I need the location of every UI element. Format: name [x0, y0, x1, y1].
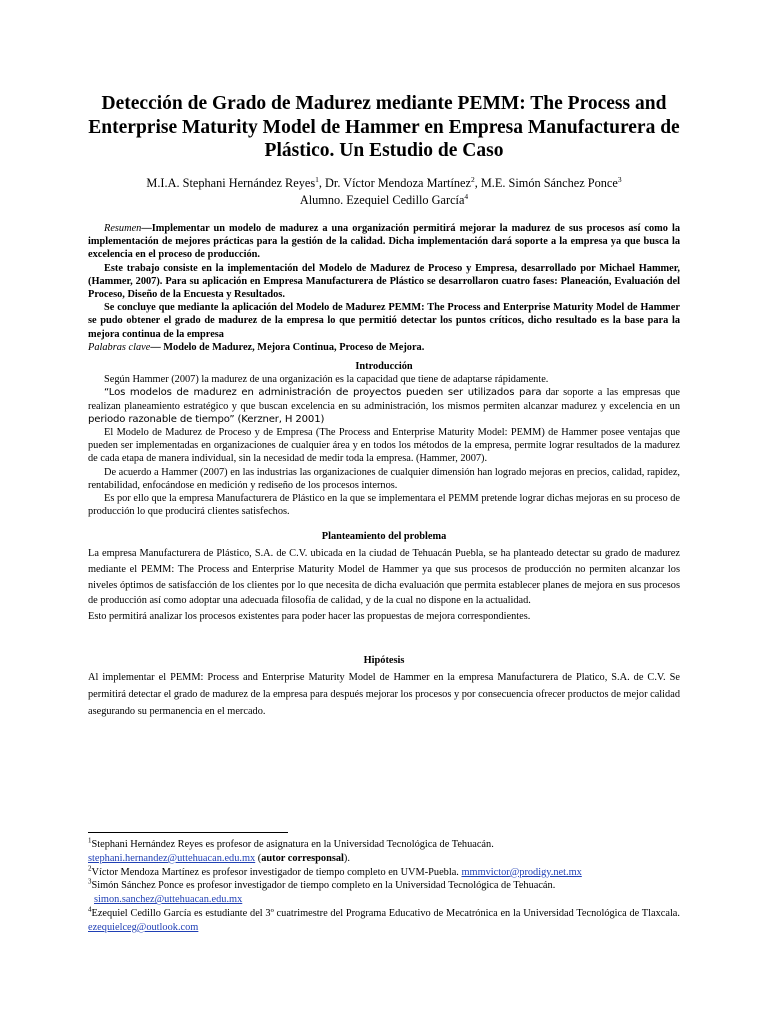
- footnote-2-email-link[interactable]: mmmvictor@prodigy.net.mx: [461, 866, 582, 878]
- keywords: [88, 341, 680, 354]
- intro-paragraph-3: El Modelo de Madurez de Proceso y de Empresa (The Process and Enterprise Maturity Model: PEMM) de Hammer posee ventajas que pueden ser implementadas en organizaciones de cualquier área y en todos los métodos de la empresa, permite lograr resultados de la madurez de cada etapa de manera individual, sin la necesidad de medir toda la empresa. (Hammer, 2007).: [88, 427, 680, 465]
- intro-paragraph-4: De acuerdo a Hammer (2007) en las industrias las organizaciones de cualquier dimensión han logrado mejoras en precios, calidad, rapidez, rentabilidad, enfocándose en medición y rediseño de los procesos internos.: [88, 466, 680, 491]
- introduction-section: [88, 360, 680, 518]
- keywords-label: Palabras clave: [88, 341, 151, 353]
- footnote-1-number: 1: [88, 836, 92, 845]
- problem-section: [88, 546, 680, 625]
- footnote-3-email-link[interactable]: simon.sanchez@uttehuacan.edu.mx: [94, 894, 243, 906]
- intro-quote-end: periodo razonable de tiempo” (Kerzner, H 2001): [88, 413, 325, 425]
- footnote-3-number: 3: [88, 877, 92, 886]
- paper-title: Detección de Grado de Madurez mediante PEMM: The Process and Enterprise Maturity Model de Hammer en Empresa Manufacturera de Plástico. Un Estudio de Caso: [88, 93, 680, 161]
- keywords-text: — Modelo de Madurez, Mejora Continua, Proceso de Mejora.: [150, 341, 425, 353]
- abstract-paragraph-3: Se concluye que mediante la aplicación del Modelo de Madurez PEMM: The Process and Enterprise Maturity Model de Hammer se pudo obtener el grado de madurez de la empresa lo que permitió detectar los puntos críticos, dicho resultado es la base para la mejora continua de la empresa: [88, 302, 680, 340]
- footnotes: [88, 838, 680, 935]
- hypothesis-section: [88, 669, 680, 720]
- author-2: , Dr. Víctor Mendoza Martínez: [318, 176, 471, 190]
- author-1-mark: 1: [315, 174, 319, 184]
- hypothesis-paragraph: Al implementar el PEMM: Process and Enterprise Maturity Model de Hammer en la empresa Manufacturera de Platico, S.A. de C.V. Se permitirá detectar el grado de madurez de la empresa para después mejorar los procesos y por consecuencia ofrecer productos de mejor calidad asegurando su permanencia en el mercado.: [88, 672, 680, 717]
- footnote-1-text: Stephani Hernández Reyes es profesor de asignatura en la Universidad Tecnológica de Tehuacán.: [91, 839, 494, 850]
- author-1: M.I.A. Stephani Hernández Reyes: [146, 176, 316, 190]
- abstract-text: —Implementar un modelo de madurez a una organización permitirá mejorar la madurez de sus procesos así como la implementación de mejores prácticas para la gestión de la calidad. Dicha implementación dará soporte a la empresa ya que busca la excelencia en el proceso de producción.: [88, 223, 680, 261]
- footnote-1-paren-open: (: [255, 852, 262, 864]
- footnote-4-email-link[interactable]: ezequielceg@outlook.com: [88, 921, 199, 933]
- footnote-4-number: 4: [88, 905, 92, 914]
- footnote-2: [88, 866, 680, 880]
- footnote-3: [88, 879, 680, 893]
- introduction-heading: Introducción: [355, 361, 413, 372]
- footnote-3-text: Simón Sánchez Ponce es profesor investigador de tiempo completo en la Universidad Tecnológica de Tehuacán.: [91, 880, 556, 892]
- intro-paragraph-1: Según Hammer (2007) la madurez de una organización es la capacidad que tiene de adaptarse rápidamente.: [104, 374, 549, 386]
- footnote-1-email-link[interactable]: stephani.hernandez@uttehuacan.edu.mx: [88, 852, 256, 864]
- corresponding-author-label: autor corresponsal: [261, 852, 344, 864]
- intro-paragraph-5: Es por ello que la empresa Manufacturera de Plástico en la que se implementara el PEMM pretende lograr dichas mejoras en su proceso de producción lo que producirá clientes satisfechos.: [88, 493, 680, 518]
- intro-quote-continuation: dar soporte a las empresas que realizan planeamiento estratégico y que buscan excelencia en su administración, los mismos permiten alcanzar madurez y excelencia en un: [88, 387, 680, 412]
- abstract-paragraph-1: [88, 222, 680, 262]
- problem-paragraph-2: Esto permitirá analizar los procesos existentes para poder hacer las propuestas de mejora correspondientes.: [88, 611, 531, 623]
- footnote-4: [88, 907, 680, 935]
- author-4: Alumno. Ezequiel Cedillo García: [299, 193, 465, 207]
- footnote-1-contact: [88, 852, 680, 866]
- resumen-label: Resumen: [104, 223, 142, 234]
- footnote-2-text: Víctor Mendoza Martínez es profesor investigador de tiempo completo en UVM-Puebla.: [91, 866, 462, 878]
- footnote-divider: [88, 832, 288, 833]
- footnote-1-paren-close: ).: [343, 852, 350, 864]
- footnote-4-text: Ezequiel Cedillo García es estudiante del 3º cuatrimestre del Programa Educativo de Mecatrónica en la Universidad Tecnológica de Tlaxcala.: [91, 907, 680, 919]
- footnote-3-contact: [88, 893, 680, 907]
- intro-quote: “Los modelos de madurez en administración de proyectos pueden ser utilizados para: [104, 387, 542, 399]
- abstract-paragraph-2: Este trabajo consiste en la implementación del Modelo de Madurez de Proceso y Empresa, desarrollado por Michael Hammer, (Hammer, 2007). Para su aplicación en Empresa Manufacturera de Plástico se desarrollaron cuatro fases: Planeación, Evaluación del Proceso, Diseño de la Encuesta y Resultados.: [88, 262, 680, 301]
- footnote-2-number: 2: [88, 864, 92, 873]
- footnote-1: [88, 838, 680, 852]
- author-3: , M.E. Simón Sánchez Ponce: [474, 176, 618, 190]
- abstract: [88, 222, 680, 354]
- author-list: [88, 175, 680, 209]
- hypothesis-heading: Hipótesis: [363, 655, 405, 666]
- problem-heading: Planteamiento del problema: [321, 531, 447, 542]
- intro-paragraph-2: [88, 386, 680, 426]
- author-4-mark: 4: [464, 191, 469, 201]
- problem-paragraph-1: La empresa Manufacturera de Plástico, S.A. de C.V. ubicada en la ciudad de Tehuacán Puebla, se ha planteado detectar su grado de madurez mediante el PEMM: The Process and Enterprise Maturity Model de Hammer ya que sus procesos de producción no permiten alcanzar los niveles óptimos de satisfacción de los clientes por lo que necesita de dicha evaluación que permita establecer planes de mejora en sus procesos de producción así como adoptar una adecuada filosofía de calidad, y de la cual no dispone en la actualidad.: [88, 548, 680, 607]
- author-2-mark: 2: [470, 174, 475, 184]
- author-3-mark: 3: [617, 174, 622, 184]
